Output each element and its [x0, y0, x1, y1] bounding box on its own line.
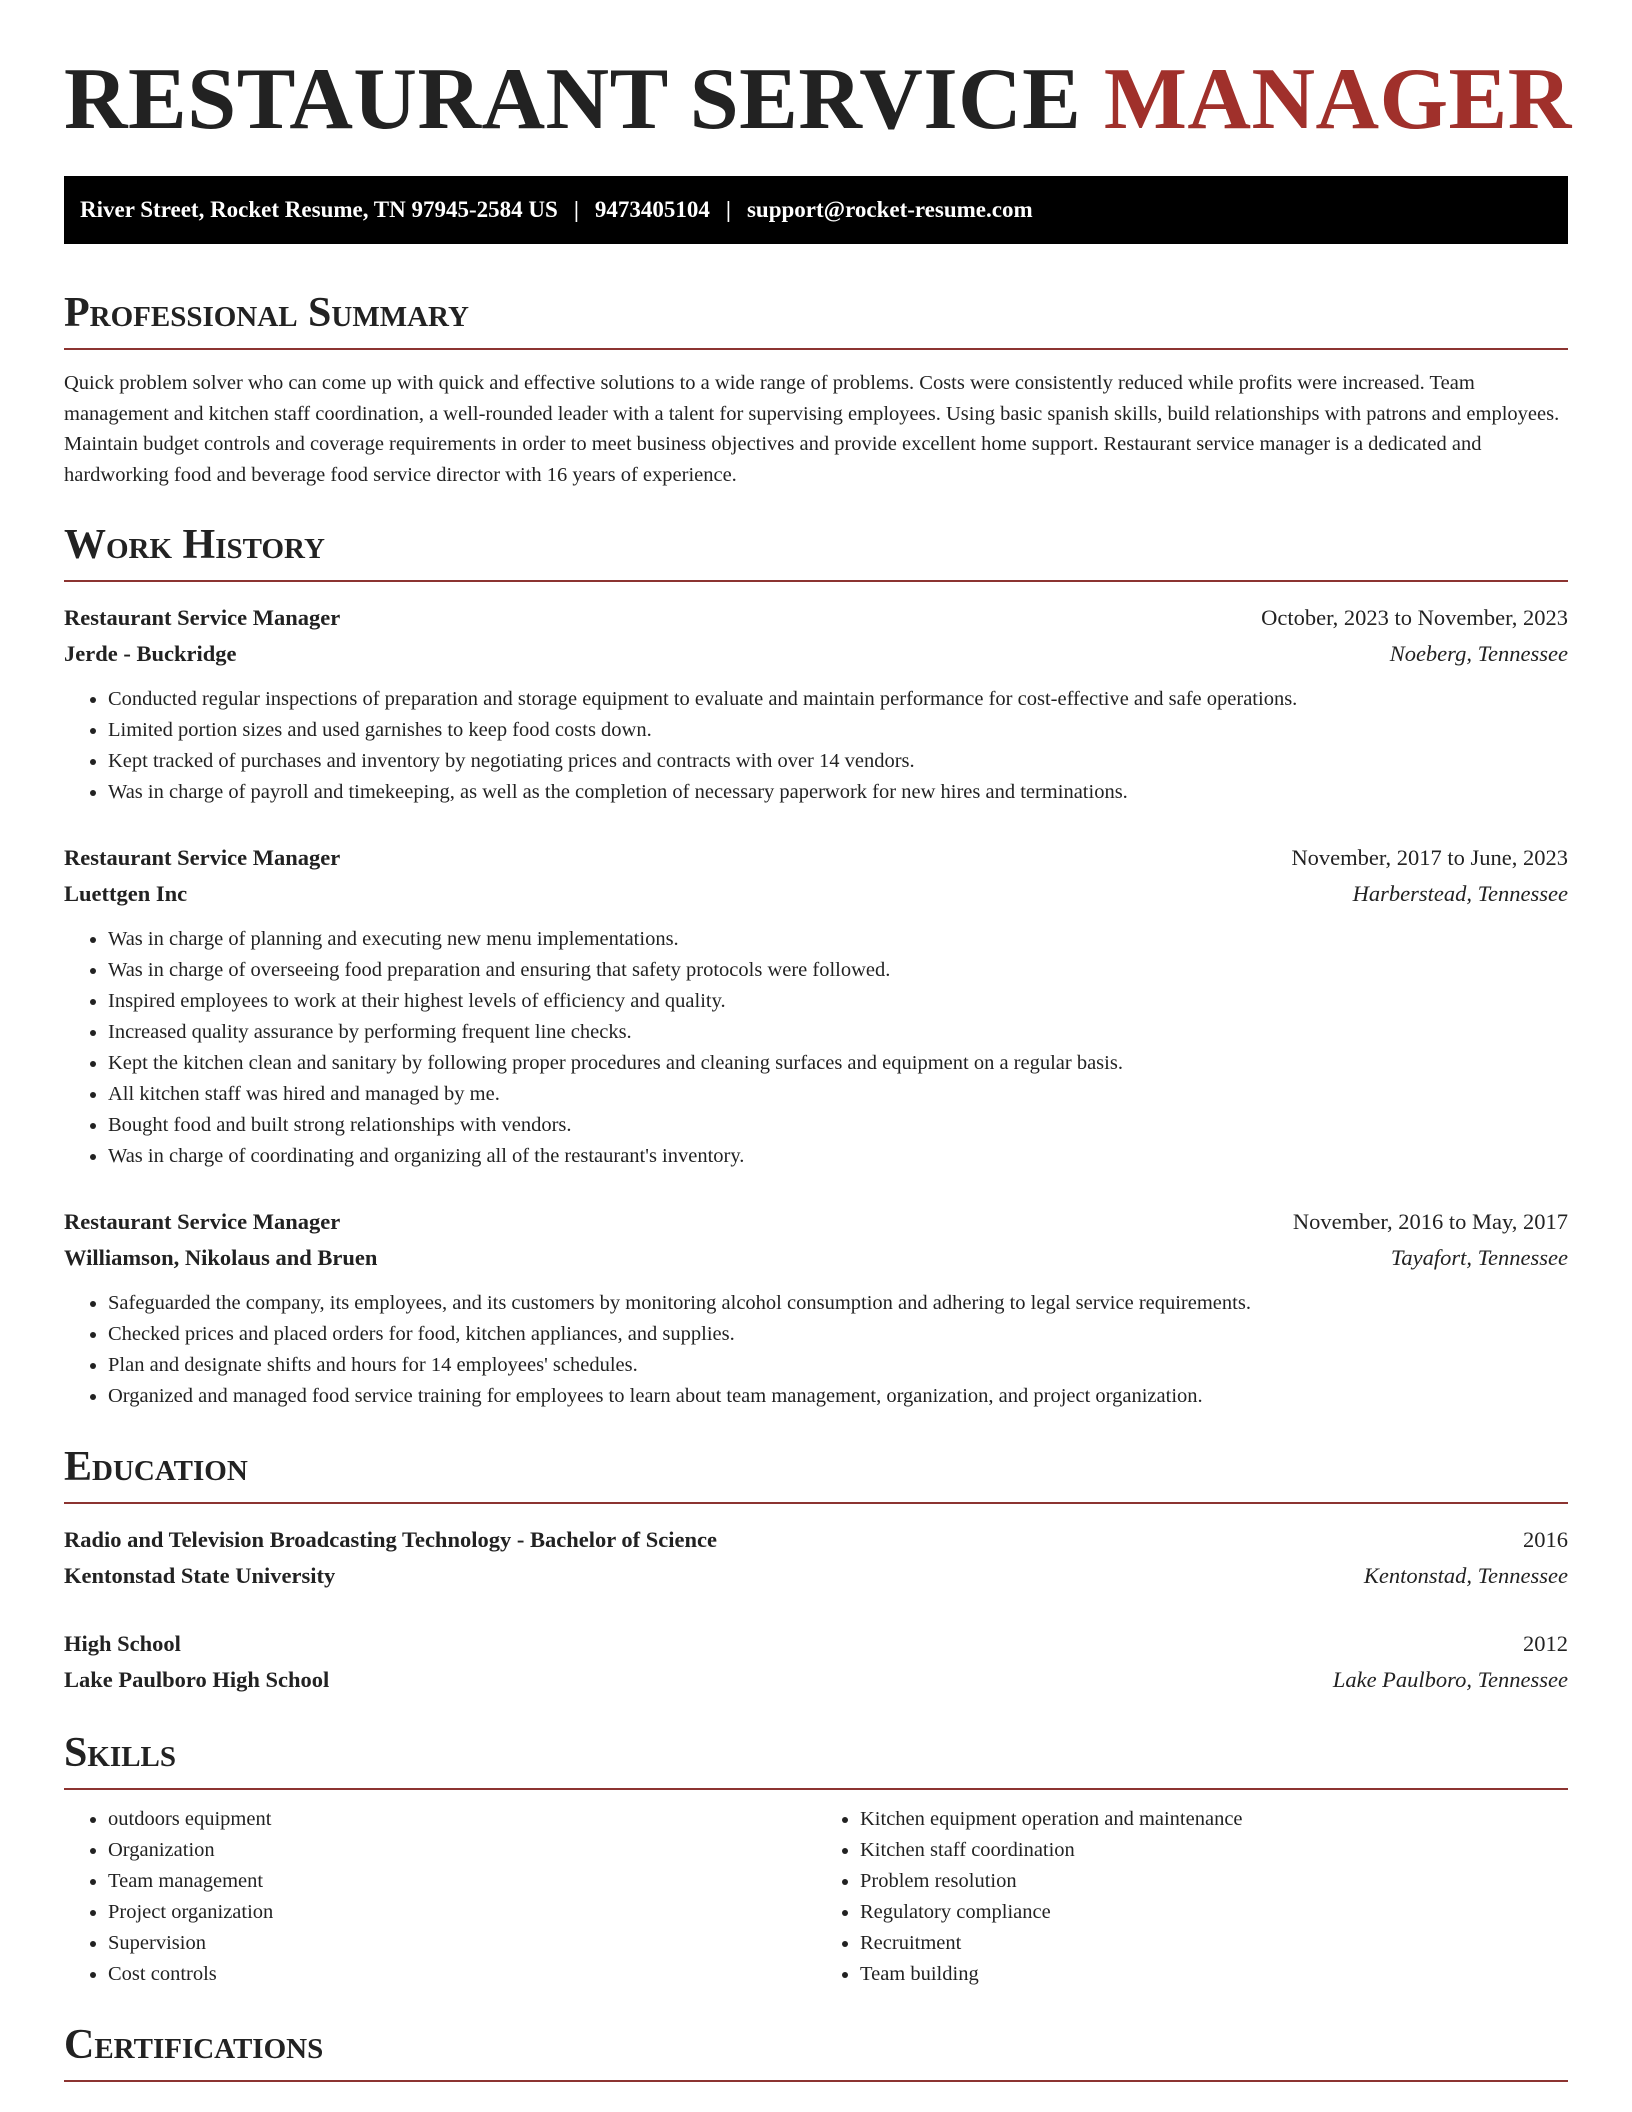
section-title-skills: Skills — [64, 1732, 1568, 1790]
job-role: Restaurant Service Manager — [64, 605, 341, 630]
education-degree-row — [64, 1522, 1568, 1558]
education-location: Kentonstad, Tennessee — [1363, 1563, 1568, 1588]
list-item: • Was in charge of payroll and timekeeping, as well as the completion of necessary paperwork for new hires and terminations. — [108, 777, 1568, 808]
list-item: • Problem resolution — [860, 1866, 1568, 1897]
education-degree: Radio and Television Broadcasting Technology - Bachelor of Science — [64, 1527, 717, 1552]
contact-separator: | — [725, 197, 731, 222]
job-company-row — [64, 636, 1568, 672]
list-item: • Kitchen staff coordination — [860, 1835, 1568, 1866]
section-title-education: Education — [64, 1446, 1568, 1504]
name-main: RESTAURANT SERVICE — [64, 51, 1104, 148]
job-dates: October, 2023 to November, 2023 — [1261, 605, 1568, 630]
list-item: • outdoors equipment — [108, 1804, 816, 1835]
contact-email: support@rocket-resume.com — [746, 197, 1033, 222]
job-entry — [64, 840, 1568, 1172]
list-item: • Kitchen equipment operation and maintenance — [860, 1804, 1568, 1835]
list-item: • Project organization — [108, 1897, 816, 1928]
job-company-row — [64, 876, 1568, 912]
job-location: Harberstead, Tennessee — [1352, 881, 1568, 906]
list-item: • Was in charge of planning and executing new menu implementations. — [108, 924, 1568, 955]
education-school: Kentonstad State University — [64, 1563, 336, 1588]
list-item: • Kept tracked of purchases and inventory by negotiating prices and contracts with over 14 vendors. — [108, 746, 1568, 777]
education-school-row — [64, 1558, 1568, 1594]
job-company: Jerde - Buckridge — [64, 641, 237, 666]
list-item: • Was in charge of overseeing food preparation and ensuring that safety protocols were followed. — [108, 955, 1568, 986]
job-dates: November, 2017 to June, 2023 — [1291, 845, 1568, 870]
section-title-certifications: Certifications — [64, 2024, 1568, 2082]
education-entry — [64, 1522, 1568, 1594]
list-item: • Bought food and built strong relationships with vendors. — [108, 1110, 1568, 1141]
list-item: • Cost controls — [108, 1959, 816, 1990]
list-item: • Conducted regular inspections of preparation and storage equipment to evaluate and maintain performance for cost-effective and safe operations. — [108, 684, 1568, 715]
summary-text: Quick problem solver who can come up with quick and effective solutions to a wide range of problems. Costs were consistently reduced while profits were increased. Team management and kitchen staff coordination, a well-rounded leader with a talent for supervising employees. Using basic spanish skills, build relationships with patrons and employees. Maintain budget controls and coverage requirements in order to meet business objectives and provide excellent home support. Restaurant service manager is a dedicated and hardworking food and beverage food service director with 16 years of experience. — [64, 372, 1560, 486]
list-item: • Kept the kitchen clean and sanitary by following proper procedures and cleaning surfaces and equipment on a regular basis. — [108, 1048, 1568, 1079]
job-header-row — [64, 600, 1568, 636]
list-item: • Was in charge of coordinating and organizing all of the restaurant's inventory. — [108, 1141, 1568, 1172]
section-title-work: Work History — [64, 524, 1568, 582]
job-dates: November, 2016 to May, 2017 — [1292, 1209, 1568, 1234]
education-year: 2012 — [1523, 1631, 1568, 1656]
job-bullets — [64, 684, 1568, 808]
list-item: • Checked prices and placed orders for food, kitchen appliances, and supplies. — [108, 1319, 1568, 1350]
section-work-history — [64, 524, 1568, 1412]
list-item: • Organization — [108, 1835, 816, 1866]
list-item: • Plan and designate shifts and hours for 14 employees' schedules. — [108, 1350, 1568, 1381]
education-school-row — [64, 1662, 1568, 1698]
education-degree-row — [64, 1626, 1568, 1662]
list-item: • Organized and managed food service training for employees to learn about team management, organization, and project organization. — [108, 1381, 1568, 1412]
education-entry — [64, 1626, 1568, 1698]
education-location: Lake Paulboro, Tennessee — [1332, 1667, 1568, 1692]
page-title — [64, 0, 1572, 176]
job-entry — [64, 600, 1568, 808]
section-skills — [64, 1732, 1568, 1990]
list-item: • Team building — [860, 1959, 1568, 1990]
list-item: • Increased quality assurance by performing frequent line checks. — [108, 1017, 1568, 1048]
job-bullets — [64, 924, 1568, 1172]
job-entry — [64, 1204, 1568, 1412]
section-education — [64, 1446, 1568, 1698]
job-header-row — [64, 1204, 1568, 1240]
list-item: • Safeguarded the company, its employees, and its customers by monitoring alcohol consumption and adhering to legal service requirements. — [108, 1288, 1568, 1319]
skills-left-list — [64, 1804, 816, 1990]
skills-right-list — [816, 1804, 1568, 1990]
skills-columns — [64, 1804, 1568, 1990]
job-role: Restaurant Service Manager — [64, 1209, 341, 1234]
job-location: Tayafort, Tennessee — [1390, 1245, 1568, 1270]
name-accent: MANAGER — [1103, 51, 1572, 148]
list-item: • Recruitment — [860, 1928, 1568, 1959]
job-company: Williamson, Nikolaus and Bruen — [64, 1245, 378, 1270]
contact-address: River Street, Rocket Resume, TN 97945-2584 US — [80, 197, 558, 222]
contact-separator: | — [573, 197, 579, 222]
list-item: • Supervision — [108, 1928, 816, 1959]
job-location: Noeberg, Tennessee — [1389, 641, 1568, 666]
list-item: • All kitchen staff was hired and managed by me. — [108, 1079, 1568, 1110]
job-bullets — [64, 1288, 1568, 1412]
list-item: • Limited portion sizes and used garnishes to keep food costs down. — [108, 715, 1568, 746]
education-school: Lake Paulboro High School — [64, 1667, 330, 1692]
job-role: Restaurant Service Manager — [64, 845, 341, 870]
list-item: • Regulatory compliance — [860, 1897, 1568, 1928]
list-item: • Inspired employees to work at their highest levels of efficiency and quality. — [108, 986, 1568, 1017]
education-year: 2016 — [1523, 1527, 1568, 1552]
list-item: • Team management — [108, 1866, 816, 1897]
job-company: Luettgen Inc — [64, 881, 188, 906]
education-degree: High School — [64, 1631, 181, 1656]
job-header-row — [64, 840, 1568, 876]
section-certifications — [64, 2024, 1568, 2082]
section-title-summary: Professional Summary — [64, 292, 1568, 350]
contact-phone: 9473405104 — [594, 197, 710, 222]
job-company-row — [64, 1240, 1568, 1276]
contact-bar — [64, 176, 1568, 244]
